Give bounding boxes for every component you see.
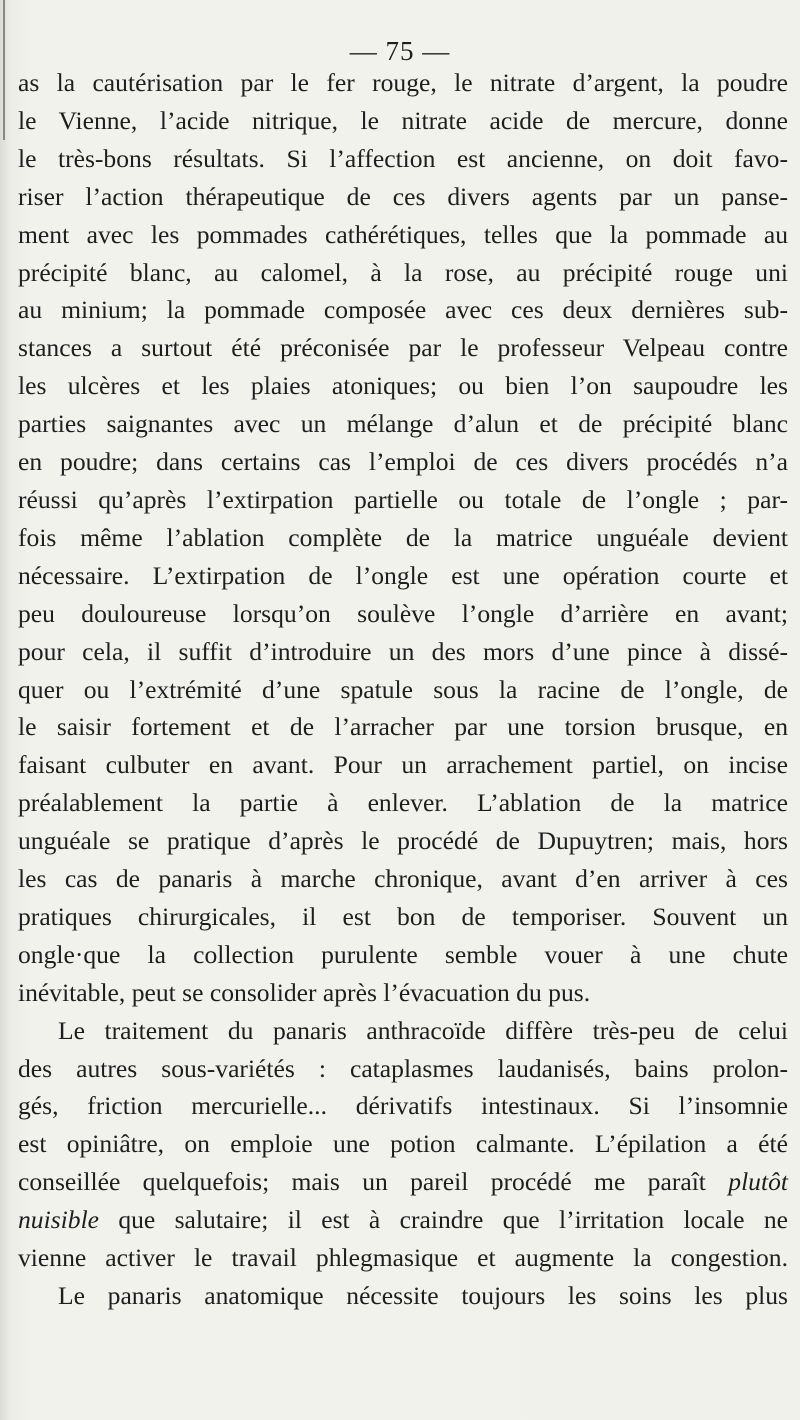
italic-word: plutôt [728, 1167, 788, 1197]
text-line: au minium; la pommade composée avec ces deux dernières sub- [18, 295, 788, 325]
text-line: faisant culbuter en avant. Pour un arrachement partiel, on incise [18, 750, 788, 780]
text-line: fois même l’ablation complète de la matrice unguéale devient [18, 522, 788, 552]
text-line: stances a surtout été préconisée par le professeur Velpeau contre [18, 333, 788, 363]
text-line: riser l’action thérapeutique de ces divers agents par un panse- [18, 181, 788, 211]
text-segment: conseillée quelquefois; mais un pareil procédé me paraît [18, 1167, 729, 1197]
text-line: nécessaire. L’extirpation de l’ongle est une opération courte et [18, 560, 788, 590]
text-line: pour cela, il suffit d’introduire un des mors d’une pince à dissé- [18, 636, 788, 666]
text-line-with-italic [18, 1201, 788, 1239]
text-segment: que salutaire; il est à craindre que l’irritation locale ne [99, 1205, 788, 1235]
text-line: le très-bons résultats. Si l’affection est ancienne, on doit favo- [18, 143, 788, 173]
text-line: peu douloureuse lorsqu’on soulève l’ongle d’arrière en avant; [18, 598, 788, 628]
italic-word: nuisible [18, 1205, 100, 1235]
text-line: ment avec les pommades cathérétiques, telles que la pommade au [18, 219, 788, 249]
text-line: gés, friction mercurielle... dérivatifs intestinaux. Si l’insomnie [18, 1091, 788, 1121]
page-gutter-edge [3, 0, 5, 140]
text-line: quer ou l’extrémité d’une spatule sous la racine de l’ongle, de [18, 674, 788, 704]
text-line: as la cautérisation par le fer rouge, le nitrate d’argent, la poudre [18, 68, 788, 97]
text-line: les ulcères et les plaies atoniques; ou bien l’on saupoudre les [18, 371, 788, 401]
text-line: est opiniâtre, on emploie une potion calmante. L’épilation a été [18, 1129, 788, 1159]
text-line: ongle·que la collection purulente semble vouer à une chute [18, 939, 788, 969]
body-text [18, 64, 788, 1315]
paragraph-start-line: Le traitement du panaris anthracoïde diffère très-peu de celui [58, 1015, 788, 1045]
text-line: préalablement la partie à enlever. L’ablation de la matrice [18, 788, 788, 818]
text-line: des autres sous-variétés : cataplasmes laudanisés, bains prolon- [18, 1053, 788, 1083]
text-line: en poudre; dans certains cas l’emploi de ces divers procédés n’a [18, 447, 788, 477]
text-line: unguéale se pratique d’après le procédé de Dupuytren; mais, hors [18, 826, 788, 856]
text-line: les cas de panaris à marche chronique, avant d’en arriver à ces [18, 864, 788, 894]
text-line-with-italic [18, 1163, 788, 1201]
text-line: vienne activer le travail phlegmasique et augmente la congestion. [18, 1243, 788, 1273]
text-line: inévitable, peut se consolider après l’évacuation du pus. [18, 977, 591, 1007]
text-line: le saisir fortement et de l’arracher par une torsion brusque, en [18, 712, 788, 742]
text-line: pratiques chirurgicales, il est bon de temporiser. Souvent un [18, 901, 788, 931]
text-line: le Vienne, l’acide nitrique, le nitrate acide de mercure, donne [18, 105, 788, 135]
text-line: réussi qu’après l’extirpation partielle ou totale de l’ongle ; par- [18, 484, 788, 514]
paragraph-start-line: Le panaris anatomique nécessite toujours les soins les plus [58, 1281, 788, 1310]
text-line: parties saignantes avec un mélange d’alun et de précipité blanc [18, 409, 788, 439]
text-line: précipité blanc, au calomel, à la rose, au précipité rouge uni [18, 257, 788, 287]
page-number-header: — 75 — [349, 36, 451, 66]
